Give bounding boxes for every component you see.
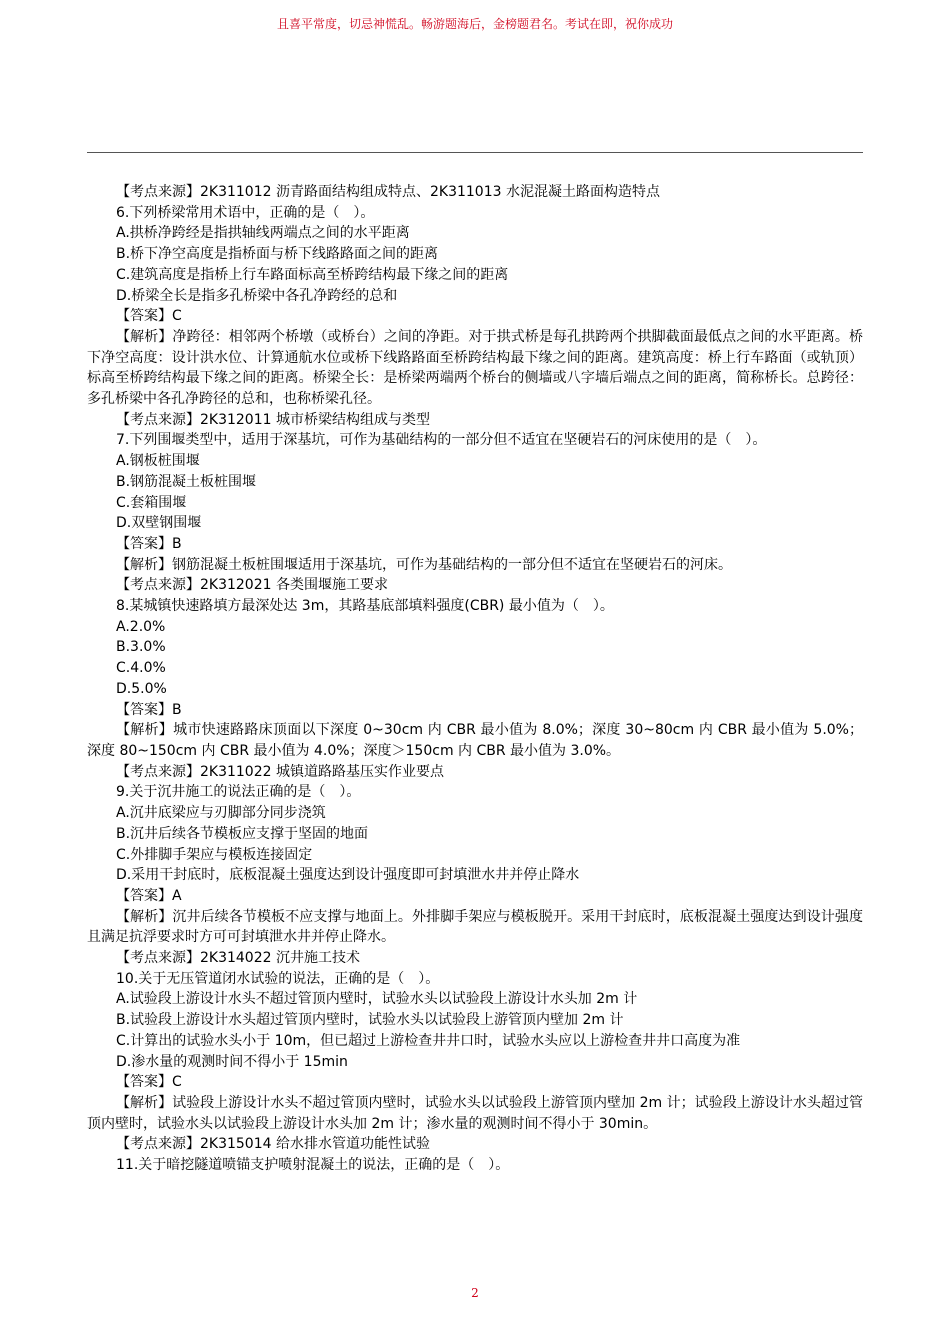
text-line: B.钢筋混凝土板桩围堰 (116, 473, 257, 490)
text-line: C.计算出的试验水头小于 10m，但已超过上游检查井井口时，试验水头应以上游检查井井口高度为准 (116, 1032, 741, 1049)
text-line: B.沉井后续各节模板应支撑于坚固的地面 (116, 825, 369, 842)
document-body (87, 182, 863, 1176)
text-line: A.钢板桩围堰 (116, 453, 200, 470)
text-line: C.建筑高度是指桥上行车路面标高至桥跨结构最下缘之间的距离 (116, 266, 509, 283)
explanation-paragraph: 【解析】沉井后续各节模板不应支撑与地面上。外排脚手架应与模板脱开。采用干封底时，底板混凝土强度达到设计强度且满足抗浮要求时方可可封填泄水井并停止降水。 (87, 908, 863, 946)
text-line: D.5.0% (116, 680, 167, 697)
text-line: 10.关于无压管道闭水试验的说法，正确的是（ ）。 (116, 970, 440, 987)
text-line: B.3.0% (116, 639, 166, 656)
page-number: 2 (471, 1286, 479, 1300)
text-line: 【答案】C (116, 308, 182, 325)
text-line: D.桥梁全长是指多孔桥梁中各孔净跨经的总和 (116, 287, 398, 304)
text-line: D.渗水量的观测时间不得小于 15min (116, 1053, 348, 1070)
text-line: 【考点来源】2K314022 沉井施工技术 (116, 950, 360, 967)
text-line: B.试验段上游设计水头超过管顶内壁时，试验水头以试验段上游管顶内壁加 2m 计 (116, 1012, 624, 1029)
explanation-paragraph: 【解析】试验段上游设计水头不超过管顶内壁时，试验水头以试验段上游管顶内壁加 2m 计；试验段上游设计水头超过管顶内壁时，试验水头以试验段上游设计水头加 2m 计；渗水量的观测时间不得小于 30min。 (87, 1094, 863, 1132)
text-line: 【考点来源】2K312011 城市桥梁结构组成与类型 (116, 411, 430, 428)
text-line: 【答案】A (116, 887, 182, 904)
text-line: 7.下列围堰类型中，适用于深基坑，可作为基础结构的一部分但不适宜在坚硬岩石的河床使用的是（ ）。 (116, 432, 767, 449)
text-line: C.套箱围堰 (116, 494, 187, 511)
text-line: 6.下列桥梁常用术语中，正确的是（ ）。 (116, 204, 375, 221)
explanation-paragraph: 【解析】净跨径：相邻两个桥墩（或桥台）之间的净距。对于拱式桥是每孔拱跨两个拱脚截面最低点之间的水平距离。桥下净空高度：设计洪水位、计算通航水位或桥下线路路面至桥跨结构最下缘之间的距离。建筑高度：桥上行车路面（或轨顶）标高至桥跨结构最下缘之间的距离。桥梁全长：是桥梁两端两个桥台的侧墙或八字墙后端点之间的距离，简称桥长。总跨径：多孔桥梁中各孔净跨径的总和，也称桥梁孔径。 (87, 328, 863, 408)
text-line: 8.某城镇快速路填方最深处达 3m，其路基底部填料强度(CBR) 最小值为（ ）。 (116, 598, 614, 615)
explanation-paragraph: 【解析】城市快速路路床顶面以下深度 0~30cm 内 CBR 最小值为 8.0%；深度 30~80cm 内 CBR 最小值为 5.0%；深度 80~150cm 内 CBR 最小值为 4.0%；深度＞150cm 内 CBR 最小值为 3.0%。 (87, 722, 863, 759)
text-line: A.拱桥净跨经是指拱轴线两端点之间的水平距离 (116, 225, 410, 242)
text-line: 【考点来源】2K311022 城镇道路路基压实作业要点 (116, 763, 444, 780)
text-line: 【考点来源】2K315014 给水排水管道功能性试验 (116, 1136, 430, 1153)
text-line: 11.关于暗挖隧道喷锚支护喷射混凝土的说法，正确的是（ ）。 (116, 1157, 510, 1174)
text-line: C.外排脚手架应与模板连接固定 (116, 846, 313, 863)
text-line: D.双壁钢围堰 (116, 515, 202, 532)
text-line: 【考点来源】2K311012 沥青路面结构组成特点、2K311013 水泥混凝土路面构造特点 (116, 184, 660, 200)
text-line: B.桥下净空高度是指桥面与桥下线路路面之间的距离 (116, 246, 439, 263)
text-line: 【答案】C (116, 1074, 182, 1091)
text-line: A.试验段上游设计水头不超过管顶内壁时，试验水头以试验段上游设计水头加 2m 计 (116, 991, 638, 1008)
text-line: D.采用干封底时，底板混凝土强度达到设计强度即可封填泄水井并停止降水 (116, 867, 580, 884)
header-divider (87, 152, 863, 153)
text-line: 【答案】B (116, 535, 182, 552)
text-line: C.4.0% (116, 660, 166, 677)
text-line: 【答案】B (116, 701, 182, 718)
header-motto: 且喜平常度，切忌神慌乱。畅游题海后，金榜题君名。考试在即，祝你成功 (276, 17, 673, 31)
text-line: A.2.0% (116, 618, 166, 635)
text-line: 【解析】钢筋混凝土板桩围堰适用于深基坑，可作为基础结构的一部分但不适宜在坚硬岩石的河床。 (116, 556, 732, 573)
text-line: 9.关于沉井施工的说法正确的是（ ）。 (116, 784, 361, 801)
text-line: A.沉井底梁应与刃脚部分同步浇筑 (116, 805, 326, 822)
text-line: 【考点来源】2K312021 各类围堰施工要求 (116, 577, 388, 594)
